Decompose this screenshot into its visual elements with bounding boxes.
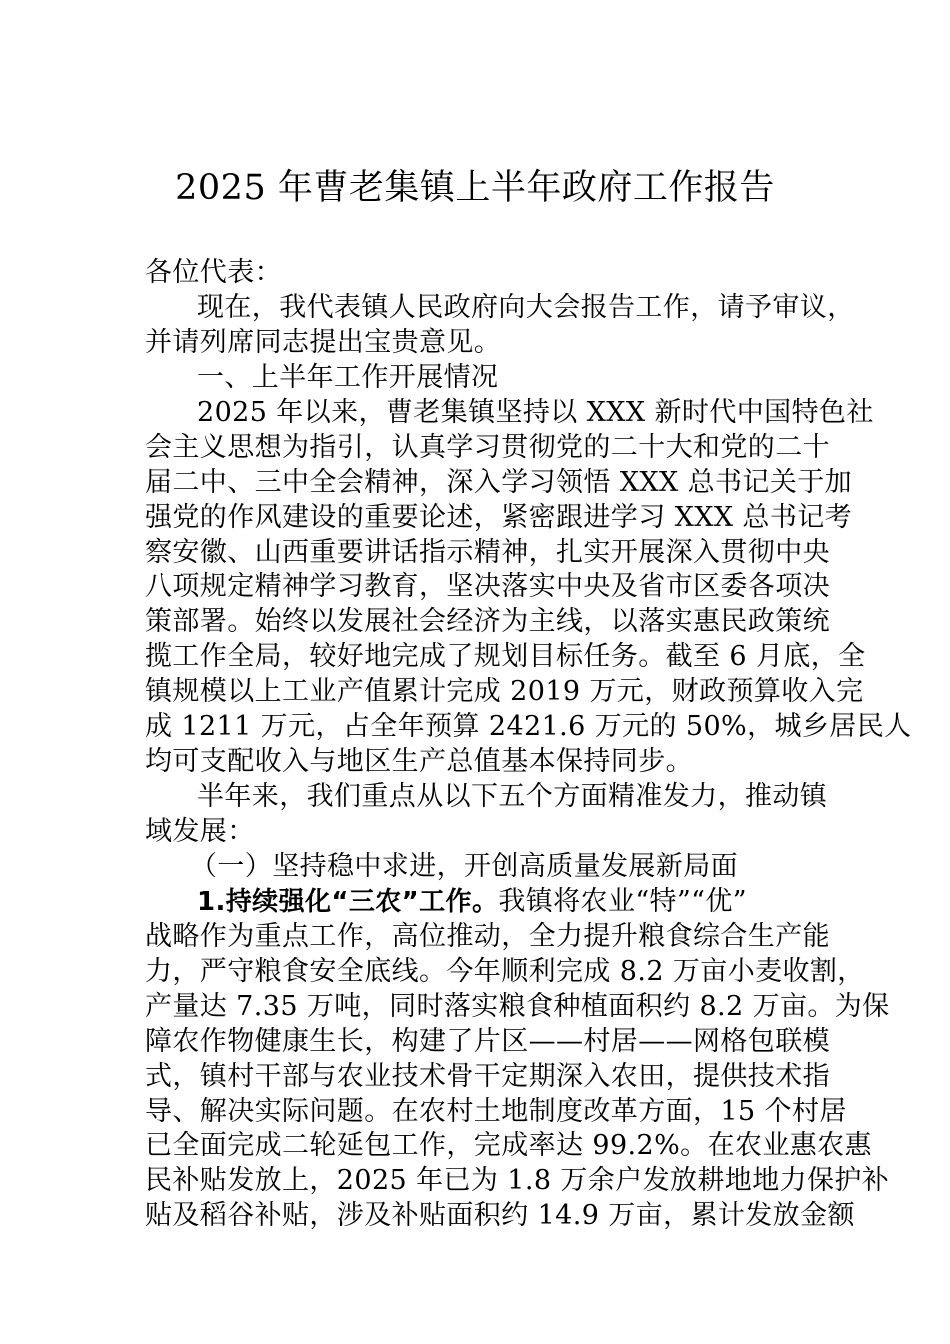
subsection-heading: （一）坚持稳中求进，开创高质量发展新局面: [190, 850, 738, 882]
text-line: 已全面完成二轮延包工作，完成率达 99.2%。在农业惠农惠: [145, 1130, 872, 1162]
document-body: [145, 256, 912, 1234]
bold-heading: 1.持续强化“三农”工作。: [197, 886, 499, 917]
text-line: 届二中、三中全会精神，深入学习领悟 XXX 总书记关于加: [145, 466, 853, 498]
text-line: 八项规定精神学习教育，坚决落实中央及省市区委各项决: [145, 571, 830, 603]
bold-lead-line: [145, 885, 810, 920]
text-line: 会主义思想为指引，认真学习贯彻党的二十大和党的二十: [145, 431, 830, 463]
text-line: 2025 年以来，曹老集镇坚持以 XXX 新时代中国特色社: [197, 396, 874, 428]
text-line: 障农作物健康生长，构建了片区——村居——网格包联模: [145, 1025, 830, 1057]
text-line: 贴及稻谷补贴，涉及补贴面积约 14.9 万亩，累计发放金额: [145, 1200, 855, 1232]
text-line: 均可支配收入与地区生产总值基本保持同步。: [145, 746, 693, 778]
salutation-line: 各位代表：: [145, 257, 282, 288]
text-line: 式，镇村干部与农业技术骨干定期深入农田，提供技术指: [145, 1060, 830, 1092]
text-line: 并请列席同志提出宝贵意见。: [145, 326, 502, 358]
text-line: 战略作为重点工作，高位推动，全力提升粮食综合生产能: [145, 920, 830, 952]
text-run: 我镇将农业“特”“优”: [498, 885, 747, 917]
text-line: 半年来，我们重点从以下五个方面精准发力，推动镇: [197, 781, 828, 813]
text-line: 导、解决实际问题。在农村土地制度改革方面，15 个村居: [145, 1095, 847, 1127]
text-line: 强党的作风建设的重要论述，紧密跟进学习 XXX 总书记考: [145, 501, 853, 533]
text-line: 策部署。始终以发展社会经济为主线，以落实惠民政策统: [145, 606, 830, 638]
text-line: 镇规模以上工业产值累计完成 2019 万元，财政预算收入完: [145, 676, 864, 708]
text-line: 成 1211 万元，占全年预算 2421.6 万元的 50%，城乡居民人: [145, 711, 912, 743]
text-line: 现在，我代表镇人民政府向大会报告工作，请予审议，: [197, 291, 855, 323]
text-line: 域发展：: [145, 816, 255, 847]
document-title: 2025 年曹老集镇上半年政府工作报告: [175, 168, 775, 208]
text-line: 察安徽、山西重要讲话指示精神，扎实开展深入贯彻中央: [145, 536, 830, 568]
text-line: 民补贴发放上，2025 年已为 1.8 万余户发放耕地地力保护补: [145, 1165, 890, 1197]
section-heading: 一、上半年工作开展情况: [197, 361, 499, 393]
text-line: 产量达 7.35 万吨，同时落实粮食种植面积约 8.2 万亩。为保: [145, 990, 890, 1022]
text-line: 力，严守粮食安全底线。今年顺利完成 8.2 万亩小麦收割，: [145, 955, 865, 987]
text-line: 揽工作全局，较好地完成了规划目标任务。截至 6 月底，全: [145, 641, 866, 673]
